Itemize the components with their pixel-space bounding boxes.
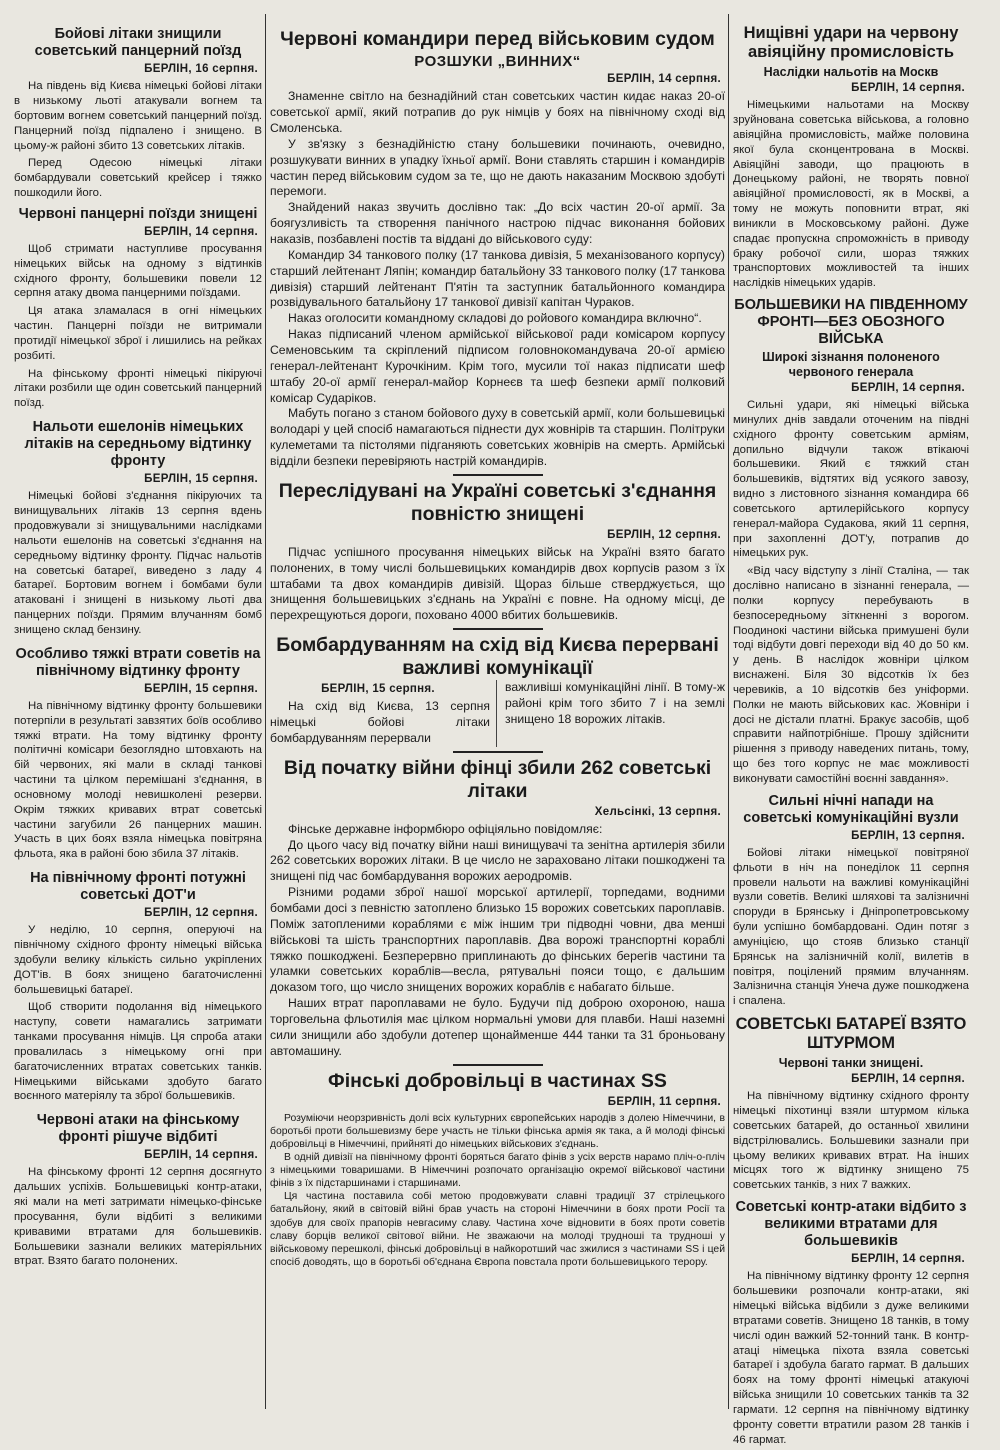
article xyxy=(733,0,969,291)
dateline: БЕРЛІН, 12 серпня. xyxy=(144,907,258,920)
paragraph: Командир 34 танкового полку (17 танкова дивізія, 5 механізованого корпусу) старший лейтенант Ляпін; командир батальйону 33 танкового полку (17 танкова дивізія) старший лейтенант П'ятін та заступник батальйонного командира розвідувального батальйону 17 танкової дивізії капітан Чураков. xyxy=(270,247,725,310)
paragraph: Різними родами зброї нашої морської артилерії, торпедами, водними бомбами досі з певністю затоплено близько 15 ворожих советських пароплавів. Поміж затопленими кораблями є між іншим три підводні човни, два менші військові та шість транспортних пароплавів. Два ворожі транспортні кораблі тяжко пошкоджені. Безперервно приплинають до фінських берегів частини та уламки советських кораблів—весла, рятувальні пояси тощо, є дальшим доказом того, що число знищених ворожих кораблів є набагато більше. xyxy=(270,885,725,995)
article-headline: Переслідувані на Україні советські з'єднання повністю знищені xyxy=(278,479,717,525)
dateline: БЕРЛІН, 14 серпня. xyxy=(607,73,721,86)
article-headline: Бомбардуванням на схід від Києва перервані важливі комунікації xyxy=(276,634,719,680)
article-subheadline: РОЗШУКИ „ВИННИХ“ xyxy=(414,53,581,70)
article-headline: Від початку війни фінці збили 262 советські літаки xyxy=(283,756,712,802)
article xyxy=(14,1112,262,1269)
article xyxy=(270,480,725,630)
dateline: БЕРЛІН, 14 серпня. xyxy=(144,225,258,238)
article xyxy=(733,1199,969,1447)
paragraph: На фінському фронті 12 серпня досягнуто дальших успіхів. Большевицькі контр-атаки, які мали на меті затримати німецько-фінське просування, були відбиті з великими кривавими втратами для большевиків. Большевики зазнали великих матеріяльних втрат. Взято багато полонених. xyxy=(14,1166,262,1268)
paragraph: Наказ оголосити командному складові до ройового командира включно“. xyxy=(288,311,702,326)
paragraph: На північному відтинку фронту большевики потерпіли в результаті завзятих боїв особливо тяжкі втрати. На тому відтинку фронту політичні комісари безоглядно штовхають на бій червоних, які мали в складі танкові частини та цілком перемішані з'єднання, в основному молоді невишколені резерви. Окрім тяжких кривавих втрат советські частини загубили 26 панцерних машин. Участь в цих боях взяла німецька повітряна фльота, яка в районі бою збила 37 літаків. xyxy=(14,699,262,861)
article-headline: Червоні командири перед військовим судом xyxy=(280,28,715,50)
section-rule xyxy=(453,628,543,630)
paragraph: Знаменне світло на безнадійний стан советських частин кидає наказ 20-ої советської армії, який потрапив до рук німців у боях на північному сході від Смоленська. xyxy=(270,89,725,135)
paragraph: Щоб створити подолання від німецького наступу, совети намагались затримати танками просування німців. Ця спроба атаки провалилась з німецькому огні при багаточисленних втратах советських танків. Німецькими військами здобуто багато воєнного матеріялу та зброї большевиків. xyxy=(14,1001,262,1103)
article xyxy=(270,634,725,753)
section-rule xyxy=(453,474,543,476)
column-divider xyxy=(728,14,729,1409)
article-headline: Сильні нічні напади на советські комунікаційні вузли xyxy=(743,792,959,826)
paragraph: У неділю, 10 серпня, оперуючі на північному східного фронту німецькі війська здобули велику кількість сильно укріплених ДОТ'ів. В боях знищено багаточисленні большевицькі батареї. xyxy=(14,924,262,996)
dateline: БЕРЛІН, 14 серпня. xyxy=(851,1253,965,1266)
paragraph: Сильні удари, які німецькі війська минулих днів завдали оточеним на півдні східного фронту советським арміям, допильно відчули також втікаючі большевики. Який є тяжкий стан большевиків, відтятих від усякого завозу, видно з листовного зізнання командира 66 советського артилерійського корпусу генерал-майора Судакова, який 11 серпня, при захопленні ДОТ'у, потрапив до німецьких рук. xyxy=(733,399,969,560)
dateline: БЕРЛІН, 14 серпня. xyxy=(851,1073,965,1086)
paragraph: На південь від Києва німецькі бойові літаки в низькому льоті атакували вогнем та бортовим вогнем советський панцерний поїзд. Панцерний поїзд підпалено і знищено. В цьому-ж районі збито 13 советських літаків. xyxy=(14,80,262,152)
column-divider xyxy=(265,14,266,1409)
paragraph: Знайдений наказ звучить дослівно так: „До всіх частин 20-ої армії. За боягузливість та створення панічного настрою підчас виконання бойових наказів, позбавлені постів та віддані до військового суду: xyxy=(270,200,725,246)
article xyxy=(14,646,262,862)
paragraph: Фінське державне інформбюро офіціяльно повідомляє: xyxy=(288,821,603,836)
article-headline: Фінські добровільці в частинах SS xyxy=(328,1069,667,1092)
text-column-right xyxy=(505,680,725,747)
article xyxy=(14,206,262,411)
right-column xyxy=(733,0,969,1450)
text-column-left xyxy=(270,680,497,747)
dateline: БЕРЛІН, 12 серпня. xyxy=(607,528,721,541)
paragraph: Наказ підписаний членом армійської військової ради комісаром корпусу Семеновським та скріплений підписом головнокомандувача 20-ої армією генерал-лейтенант Курочкіним. Крім того, мусили тої наказ підписати шеф штабу 20-ої армії генерал-майор Корнеєв та шеф безпеки армії полковий комісар Сударіков. xyxy=(270,327,725,405)
dateline: БЕРЛІН, 14 серпня. xyxy=(851,382,965,395)
article xyxy=(733,297,969,787)
article-headline: Червоні панцерні поїзди знищені xyxy=(18,205,258,222)
paragraph: На північному відтинку східного фронту німецькі піхотинці взяли штурмом кілька советських батарей, до останньої хвилини відстрілювались. Большевики зазнали при цьому великих кривавих втрат. На інших місцях того ж відтинку знищено 75 советських танків, з них 7 важких. xyxy=(733,1090,969,1192)
article xyxy=(733,1015,969,1193)
section-rule xyxy=(453,751,543,753)
paragraph: «Від часу відступу з лінії Сталіна, — так дослівно написано в зізнанні генерала, — полки корпусу перебувають в безпосередньому зіткненні з ворогом. Поодинокі частини війська примушені були тоді відбути довгі переходи від 40 до 50 км. у день. В наслідок жовніри цілком виснажені. Біля 30 відсотків їх без черевиків, а 10 відсотків без уніформи. Полки не мають військових кас. Жовніри і досі не дістали платні. Бракує засобів, щоб справити найпотрібніше. Прошу здійснити рішення з приводу наведених питань, тому, що без того корпус не має можливості виконувати самостійні воєнні завдання». xyxy=(733,565,969,785)
article-headline: Бойові літаки знищили советський панцерний поїзд xyxy=(34,26,242,60)
article-subheadline: Широкі зізнання полоненого червоного генерала xyxy=(762,350,940,379)
dateline: БЕРЛІН, 13 серпня. xyxy=(851,829,965,842)
paragraph: Ця атака зламалася в огні німецьких частин. Панцерні поїзди не витримали протидії німецької зброї і лишились на рейках розбиті. xyxy=(14,305,262,362)
paragraph: Підчас успішного просування німецьких військ на Україні взято багато полонених, в тому числі большевицьких командирів двох корпусів разом з їх штабами та двох командирів дивізій. Щораз більше стверджується, що знищення большевицьких з'єднань на Україні є повне. На одному місці, де перехрещуються дороги, поховано 4000 вбитих большевиків. xyxy=(270,544,725,623)
article xyxy=(14,419,262,638)
paragraph: Німецькими нальотами на Москву зруйнована советська військова, а головно авіяційна промисловість, майже половина якої була сконцентрована в Москві. Авіяційні заводи, що працюють в Донецькому районі, не творять повної авіяційної промисловості, як в Москві, а тому не можуть поповнити втрат, які виникли в Московському районі. Дуже спадає пропускна спроможність в приводу браку робочої сили, шораз тяжких транспортових можливостей та інших наслідків німецьких ударів. xyxy=(733,99,969,290)
paragraph: На фінському фронті німецькі пікіруючі літаки розбили ще один советський панцерний поїзд. xyxy=(14,367,262,410)
article-subheadline: Наслідки нальотів на Москв xyxy=(763,64,939,79)
article xyxy=(270,0,725,476)
article-headline: Нальоти ешелонів німецьких літаків на середньому відтинку фронту xyxy=(24,419,252,470)
paragraph: Німецькі бойові з'єднання пікіруючих та винищувальних літаків 13 серпня вдень продовжували зі знищувальними наслідками нальоти ешелонів на советські з'єднання на середньому відтинку фронту. Підчас нальотів на советські батареї, виведено з ладу 4 батареї. Бортовим вогнем і бомбами були атаковані і знищені в низькому льоті два панцерних поїзди. Прямим влучанням бомб знищено склад бензину. xyxy=(14,490,262,636)
dateline: БЕРЛІН, 15 серпня. xyxy=(321,683,435,696)
paragraph: Щоб стримати наступливе просування німецьких військ на одному з відтинків східного фронту, большевики повели 12 серпня атаку двома панцерними поїздами. xyxy=(14,242,262,300)
article xyxy=(14,0,262,201)
article-headline: Нищівні удари на червону авіяційну промисловість xyxy=(743,24,959,62)
dateline: БЕРЛІН, 14 серпня. xyxy=(144,1149,258,1162)
article-subheadline: Червоні танки знищені. xyxy=(778,1055,924,1070)
two-column-text xyxy=(270,680,725,747)
article-headline: Червоні атаки на фінському фронті рішуче відбиті xyxy=(36,1112,240,1146)
article-headline: Советські контр-атаки відбито з великими втратами для большевиків xyxy=(735,1199,967,1250)
paragraph: У зв'язку з безнадійністю стану большевики починають, очевидно, розшукувати винних в упадку їхньої армії. Вони ставлять старшин і командирів частин перед військовим судом за те, що не дають наказаним Москвою здобуті перемоги. xyxy=(270,136,725,199)
article-headline: На північному фронті потужні советські ДОТ'и xyxy=(30,870,246,904)
dateline: БЕРЛІН, 11 серпня. xyxy=(607,1095,721,1108)
left-column xyxy=(14,0,262,1272)
article-headline: БОЛЬШЕВИКИ НА ПІВДЕННОМУ ФРОНТІ—БЕЗ ОБОЗНОГО ВІЙСЬКА xyxy=(734,297,968,348)
paragraph: В одній дивізії на північному фронті боряться багато фінів з усіх верств нарамо пліч-о-пліч з німецькими товаришами. В Німеччині розпочато організацію окремої військової частини фінів з їх підстаршинами і старшинами. xyxy=(270,1151,725,1190)
section-rule xyxy=(453,1064,543,1066)
article xyxy=(270,757,725,1066)
paragraph: Перед Одесою німецькі літаки бомбардували советський крейсер і тяжко пошкодили його. xyxy=(14,157,262,200)
article-headline: СОВЕТСЬКІ БАТАРЕЇ ВЗЯТО ШТУРМОМ xyxy=(735,1015,967,1053)
paragraph: Ця частина поставила собі метою продовжувати славні традиції 37 стрілецького батальйону, який в світовій війні брав участь на стороні Німеччини в боях проти Росії та здобув для своїх прапорів невгасиму славу. Частина хоче відновити в боях проти советів славу борців великої світової війни. Не зважаючи на молоді трудноші та трудноші у військовому перешколі, фінські добровільці в найкоротший час зжилися з частинами SS і цей спосіб доводять, що в боротьбі об'єднана Європа повстала проти большевицького терору. xyxy=(270,1191,725,1268)
paragraph: Розуміючи неорзривність долі всіх культурних європейських народів з долею Німеччини, в боротьбі проти большевизму бере участь не тільки фінська армія як така, а й молоді фінські добровільці в Німеччині, прийняті до німецьких військових з'єднань. xyxy=(270,1112,725,1150)
dateline: БЕРЛІН, 16 серпня. xyxy=(144,63,258,76)
article xyxy=(270,1070,725,1269)
paragraph: Бойові літаки німецької повітряної фльоти в ніч на понеділок 11 серпня провели нальоти на важливі комунікаційні вузли советів. Великі шляхові та залізничні споруди в Брянську і Дніпропетровському були успішно бомбардовані. Один потяг з амуніцією, що стояв близько станції Брянськ на залізничній колії, вилетів в повітря, поцілений прямим влучанням. Залізнична станція Унеча дуже пошкоджена і спалена. xyxy=(733,846,969,1008)
paragraph: На північному відтинку фронту 12 серпня большевики розпочали контр-атаки, які німецькі війська відбили з дуже великими втратами советів. Знищено 18 танків, в тому числі один важкий 52-тонний танк. В контр-атаці німецька піхота взяла советські батареї і здобула багато гармат. В дальших боях на тому фронті німецькі атакуючі війська знищили 10 советських танків та 32 гармати. 12 серпня на північному відтинку фронту советти втратили разом 28 танків і 46 гармат. xyxy=(733,1270,969,1446)
paragraph: Мабуть погано з станом бойового духу в советській армії, коли большевицькі володарі у цей спосіб намагаються піднести дух жовнірів та старшин. Політруки кулеметами та пістолями підганяють советських жовнірів на смерть. Армійські відділи безпеки перевіряють настрій командирів. xyxy=(270,406,725,469)
article-headline: Особливо тяжкі втрати советів на північному відтинку фронту xyxy=(15,645,261,679)
dateline: БЕРЛІН, 15 серпня. xyxy=(144,682,258,695)
paragraph: До цього часу від початку війни наші винищувачі та зенітна артилерія збили 262 советських ворожих літаки. В це число не зараховано літаки пошкоджені та знищені під час бомбардування ворожих аеродромів. xyxy=(270,837,725,884)
center-column xyxy=(270,0,725,1269)
paragraph: На схід від Києва, 13 серпня німецькі бойові літаки бомбардуванням перервали xyxy=(270,699,490,745)
article xyxy=(14,870,262,1104)
paragraph: Наших втрат пароплавами не було. Будучи під доброю охороною, наша торговельна фльотилія має цілком нормальні умови для плавби. Наші наземні сили знищили або здобули дотепер щонайменше 444 танки та 31 броньовану автомашину. xyxy=(270,996,725,1058)
dateline: БЕРЛІН, 15 серпня. xyxy=(144,473,258,486)
article xyxy=(733,793,969,1009)
dateline: Хельсінкі, 13 серпня. xyxy=(594,805,721,818)
dateline: БЕРЛІН, 14 серпня. xyxy=(851,82,965,95)
paragraph: важливіші комунікаційні лінії. В тому-ж районі крім того збито 7 і на землі знищено 18 ворожих літаків. xyxy=(505,680,725,726)
